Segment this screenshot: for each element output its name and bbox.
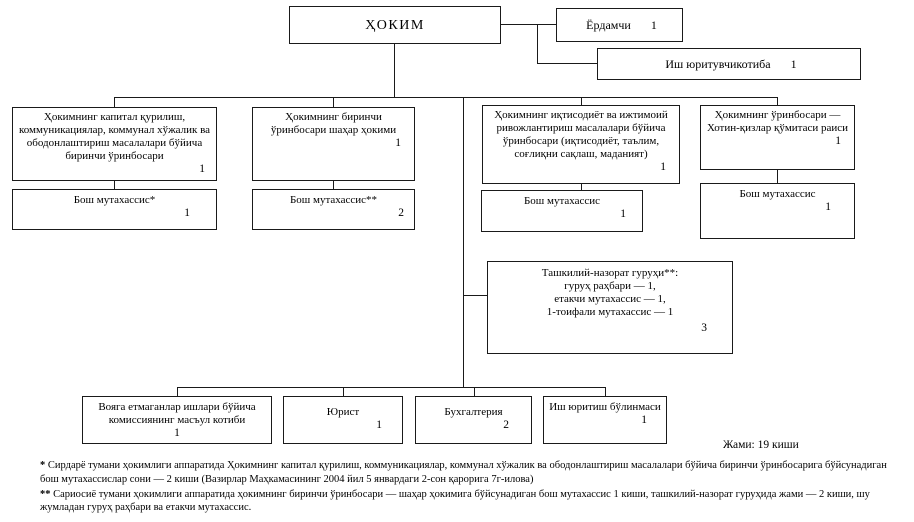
node-deputy-womens-committee: [700, 105, 855, 170]
footnotes: [40, 459, 898, 516]
connector-drop-bottom4: [605, 387, 606, 396]
node-clerk-secretary: [597, 48, 861, 80]
node-headcount: 1: [650, 17, 657, 32]
node-deputy-economy-social: [482, 105, 680, 184]
node-chief-specialist-1: [12, 189, 217, 230]
node-headcount: 1: [641, 414, 647, 426]
connector-deputies-row: [114, 97, 778, 98]
node-first-deputy-construction: [12, 107, 217, 181]
node-chief-specialist-4: [700, 183, 855, 239]
node-headcount: 2: [503, 419, 509, 431]
node-label: Иш юритиш бўлинмаси: [549, 401, 661, 413]
node-label: Бош мутахассис*: [73, 194, 156, 206]
connector-assistant-drop: [537, 24, 538, 64]
node-label: Бош мутахассис: [739, 188, 816, 200]
node-headcount: 1: [184, 207, 190, 219]
node-label: Ҳокимнинг ўринбосари — Хотин-қизлар қўмитаси раиси: [706, 109, 849, 134]
connector-dep1-specialist: [114, 181, 115, 189]
connector-drop-bottom2: [343, 387, 344, 396]
footnote-2: [40, 488, 898, 515]
footnote-text: Сариосиё тумани ҳокимлиги аппаратида ҳокимнинг биринчи ўринбосари — шаҳар ҳокимига бўйсунадиган бош мутахассис 1 киши, ташкилий-назорат гуруҳида жами — 2 киши, шу жумладан гуруҳ раҳбари ва етакчи мутахассис.: [40, 488, 870, 513]
node-headcount: 1: [395, 137, 401, 149]
node-chief-specialist-2: [252, 189, 415, 230]
node-headcount: 1: [790, 56, 797, 71]
node-line: 1-тоифали мутахассис — 1: [546, 306, 674, 318]
node-accounting: [415, 396, 532, 444]
node-headcount: 1: [199, 163, 205, 175]
node-chief-specialist-3: [481, 190, 643, 232]
node-label: Юрист: [326, 406, 360, 418]
node-title: Ташкилий-назорат гуруҳи**:: [541, 267, 679, 279]
node-hokim: [289, 6, 501, 44]
node-line: етакчи мутахассис — 1,: [554, 293, 666, 305]
node-assistant: [556, 8, 683, 42]
connector-drop-dep4: [777, 97, 778, 105]
connector-dep2-specialist: [333, 181, 334, 189]
connector-hokim-down: [394, 44, 395, 98]
node-label: Бош мутахассис: [523, 195, 601, 207]
connector-hokim-assistant: [501, 24, 556, 25]
connector-dep4-specialist: [777, 170, 778, 183]
node-minors-commission-secretary: [82, 396, 272, 444]
footnote-marker: **: [40, 488, 51, 500]
connector-drop-bottom3: [474, 387, 475, 396]
node-headcount: 1: [825, 201, 831, 213]
connector-control-group: [463, 295, 487, 296]
node-control-group: [487, 261, 733, 354]
node-label: Ҳокимнинг биринчи ўринбосари шаҳар ҳокими: [270, 111, 397, 136]
footnote-1: [40, 459, 898, 486]
node-headcount: 1: [174, 427, 180, 439]
node-label: ҲОКИМ: [365, 17, 425, 33]
total-headcount: Жами: 19 киши: [723, 439, 799, 451]
node-label: Бош мутахассис**: [289, 194, 378, 206]
node-headcount: 1: [660, 161, 666, 173]
node-label: Ёрдамчи: [586, 17, 631, 32]
node-label: Бухгалтерия: [444, 406, 503, 418]
connector-main-vertical: [463, 97, 464, 388]
node-label: Ҳокимнинг иқтисодиёт ва ижтимоий ривожлантириш масалалари бўйича ўринбосари (иқтисодиёт, таълим, соғлиқни сақлаш, маданият): [494, 109, 668, 160]
node-first-deputy-city-hokim: [252, 107, 415, 181]
node-headcount: 1: [376, 419, 382, 431]
connector-to-clerk: [537, 63, 597, 64]
node-label: Вояга етмаганлар ишлари бўйича комиссиянинг масъул котиби: [98, 401, 256, 426]
footnote-marker: *: [40, 460, 46, 471]
node-line: гуруҳ раҳбари — 1,: [564, 280, 656, 292]
node-records-department: [543, 396, 667, 444]
connector-drop-dep3: [581, 97, 582, 105]
node-lawyer: [283, 396, 403, 444]
connector-drop-bottom1: [177, 387, 178, 396]
footnote-text: Сирдарё тумани ҳокимлиги аппаратида Ҳокимнинг капитал қурилиш, коммуникациялар, коммунал хўжалик ва ободонлаштириш масалалари бўйича биринчи ўринбосарига бўйсунадиган бош мутахассислар сони — 2 киши (Вазирлар Маҳкамасининг 2004 йил 5 январдаги 2-сон қарорига 7г-илова): [40, 460, 887, 485]
connector-bottom-row: [177, 387, 606, 388]
connector-drop-dep1: [114, 97, 115, 107]
node-label: Ҳокимнинг капитал қурилиш, коммуникациялар, коммунал хўжалик ва ободонлаштириш масалалари бўйича биринчи ўринбосари: [18, 111, 211, 162]
node-label: Иш юритувчикотиба: [665, 56, 771, 71]
connector-drop-dep2: [333, 97, 334, 107]
node-headcount: 1: [835, 135, 841, 147]
node-headcount: 2: [398, 207, 404, 219]
node-headcount: 3: [701, 322, 707, 334]
node-headcount: 1: [620, 208, 626, 220]
